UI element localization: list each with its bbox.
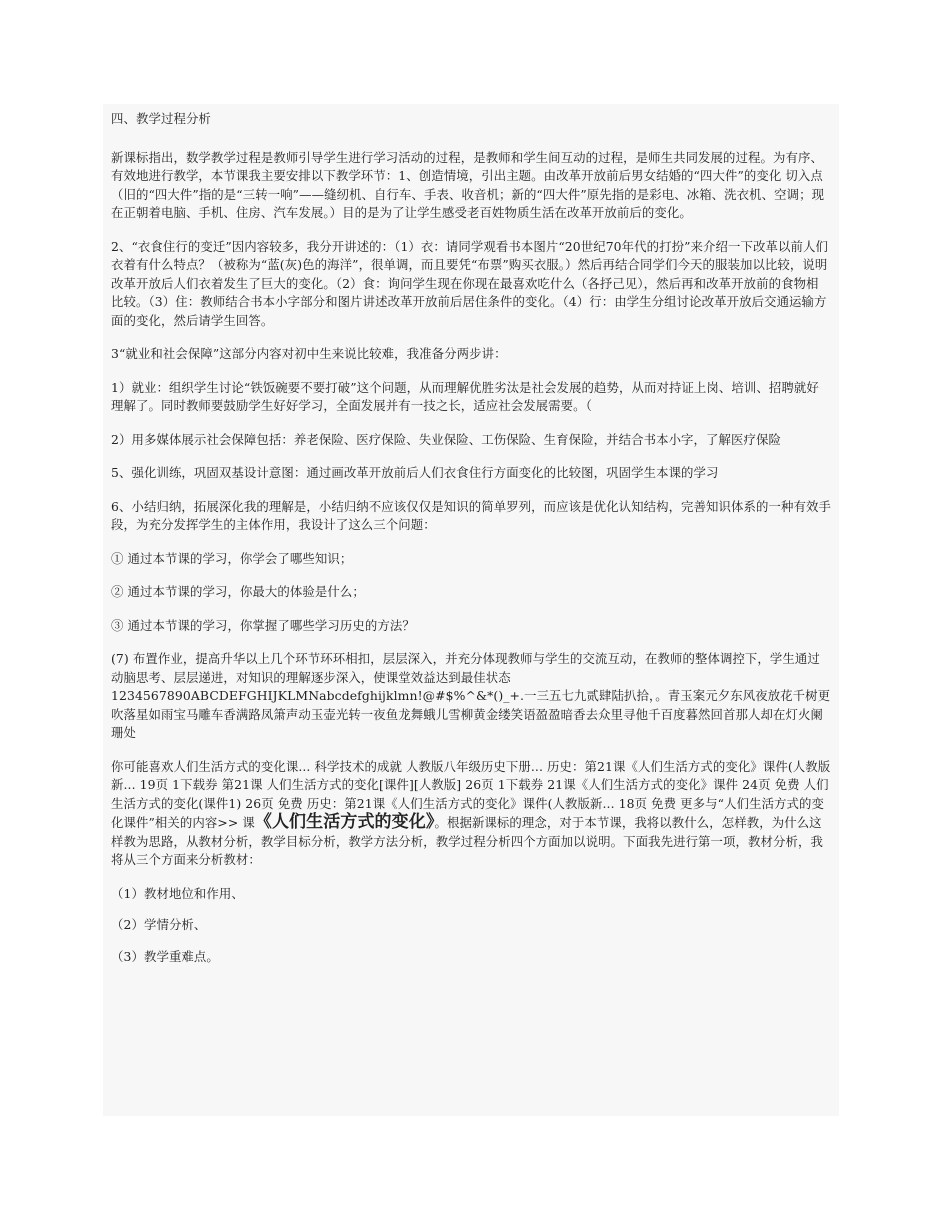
analysis-intro-text: 。根据新课标的理念，对于本节课，我将以教什么，怎样教，为什么这样教为思路，从教材分析，教学目标分析，教学方法分析，教学过程分析四个方面加以说明。下面我先进行第一项，教材分析，我将从三个方面来分析教材： bbox=[111, 815, 823, 867]
paragraph-employment: 1）就业：组织学生讨论“铁饭碗要不要打破”这个问题，从而理解优胜劣汰是社会发展的趋势，从而对持证上岗、培训、招聘就好理解了。同时教师要鼓励学生好好学习，全面发展并有一技之长，适应社会发展需要。（ bbox=[111, 379, 819, 413]
question-1: ① 通过本节课的学习，你学会了哪些知识； bbox=[111, 550, 353, 566]
paragraph-social-security: 2）用多媒体展示社会保障包括：养老保险、医疗保险、失业保险、工伤保险、生育保险，并结合书本小字，了解医疗保险 bbox=[111, 431, 781, 447]
question-2: ② 通过本节课的学习，你最大的体验是什么； bbox=[111, 584, 365, 599]
paragraph-intro: 新课标指出，数学教学过程是教师引导学生进行学习活动的过程，是教师和学生间互动的过程，是师生共同发展的过程。为有序、有效地进行教学，本节课我主要安排以下教学环节：1、创造情境，引出主题。由改革开放前后男女结婚的“四大件”的变化 切入点（旧的“四大件”指的是“三转一响”——缝纫机、自行车、手表、收音机；新的“四大件”原先指的是彩电、冰箱、洗衣机、空调；现在正朝着电脑、手机、住房、汽车发展。）目的是为了让学生感受老百姓物质生活在改革开放前后的变化。 bbox=[111, 149, 825, 220]
list-item-3: （3）教学重难点。 bbox=[111, 948, 219, 964]
list-item-1: （1）教材地位和作用、 bbox=[111, 885, 244, 901]
paragraph-summary: 6、小结归纳，拓展深化我的理解是，小结归纳不应该仅仅是知识的简单罗列，而应该是优化认知结构，完善知识体系的一种有效手段，为充分发挥学生的主体作用，我设计了这么三个问题： bbox=[111, 498, 831, 532]
document-body bbox=[103, 104, 839, 1116]
paragraph-training: 5、强化训练，巩固双基设计意图：通过画改革开放前后人们衣食住行方面变化的比较图，巩固学生本课的学习 bbox=[111, 465, 719, 480]
paragraph-homework: (7) 布置作业，提高升华以上几个环节环环相扣，层层深入，并充分体现教师与学生的交流互动，在教师的整体调控下，学生通过动脑思考、层层递进，对知识的理解逐步深入，使课堂效益达到最佳状态1234567890ABCDEFGHIJKLMNabcdefghijklmn!@#$%^&*()_+.一三五七九贰肆陆扒拾，。青玉案元夕东风夜放花千树更吹落星如雨宝马雕车香满路凤箫声动玉壶光转一夜鱼龙舞蛾儿雪柳黄金缕笑语盈盈暗香去众里寻他千百度暮然回首那人却在灯火阑珊处 bbox=[111, 651, 831, 740]
paragraph-clothing-food-housing-travel: 2、“衣食住行的变迁”因内容较多，我分开讲述的：（1）衣：请同学观看书本图片“20世纪70年代的打扮”来介绍一下改革以前人们衣着有什么特点？（被称为“蓝(灰)色的海洋”，很单调，而且要凭“布票”购买衣服。）然后再结合同学们今天的服装加以比较，说明改革开放后人们衣着发生了巨大的变化。（2）食：询问学生现在你现在最喜欢吃什么（各抒己见），然后再和改革开放前的食物相比较。（3）住：教师结合书本小字部分和图片讲述改革开放前后居住条件的变化。（4）行：由学生分组讨论改革开放后交通运输方面的变化，然后请学生回答。 bbox=[111, 238, 828, 328]
paragraph-employment-intro: 3“就业和社会保障”这部分内容对初中生来说比较难，我准备分两步讲： bbox=[111, 346, 507, 361]
related-links-text: 你可能喜欢人们生活方式的变化课... 科学技术的成就 人教版八年级历史下册... 历史：第21课《人们生活方式的变化》课件(人教版新... 19页 1下载券 第21课 人们生活方式的变化[课件][人教版] 26页 1下载券 21课《人们生活方式的变化》课件 24页 免费 人们生活方式的变化(课件1) 26页 免费 历史：第21课《人们生活方式的变化》课件(人教版新... 18页 免费 更多与“人们生活方式的变化课件”相关的内容>> 课 bbox=[111, 758, 831, 830]
lesson-title: 《人们生活方式的变化》 bbox=[254, 812, 435, 832]
paragraph-related-content bbox=[111, 758, 831, 870]
question-3: ③ 通过本节课的学习，你掌握了哪些学习历史的方法？ bbox=[111, 617, 415, 633]
list-item-2: （2）学情分析、 bbox=[111, 917, 207, 932]
section-heading: 四、教学过程分析 bbox=[111, 111, 211, 126]
